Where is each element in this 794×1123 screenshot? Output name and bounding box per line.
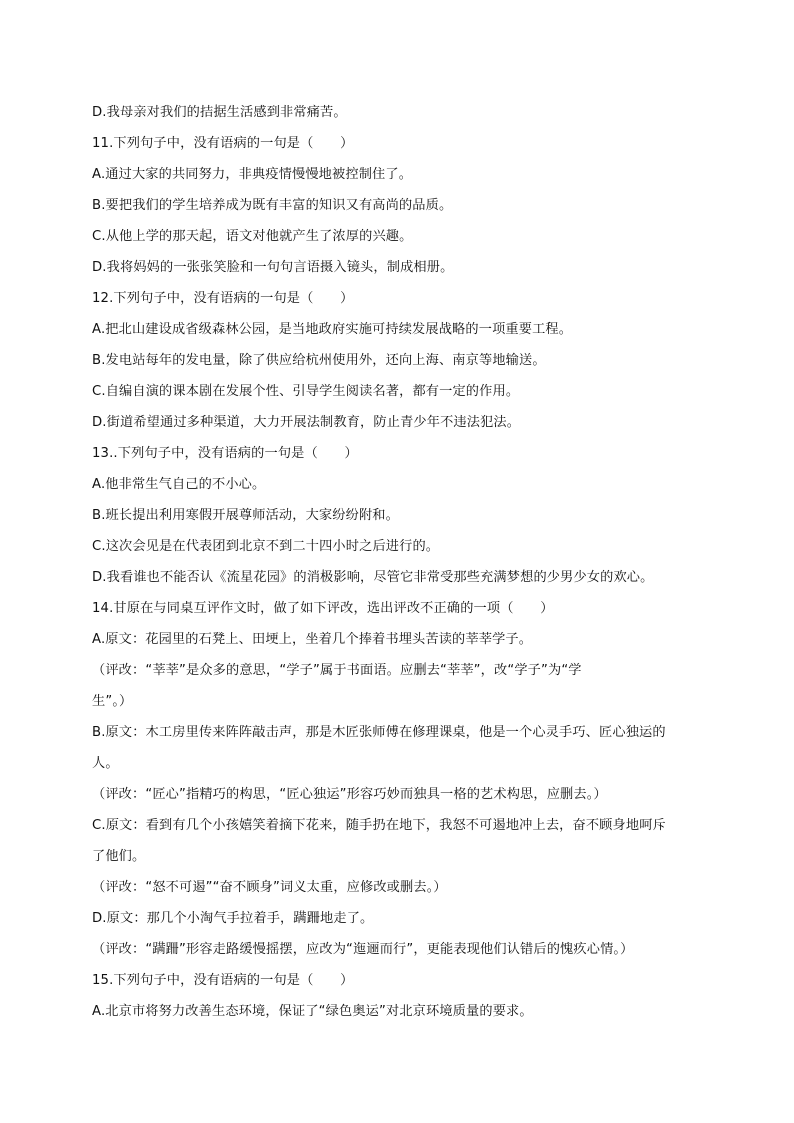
question-11-stem: 11.下列句子中，没有语病的一句是（ ）: [92, 136, 354, 151]
text-line: B.发电站每年的发电量，除了供应给杭州使用外，还向上海、南京等地输送。: [92, 353, 546, 368]
text-line: C.原文：看到有几个小孩嬉笑着摘下花来，随手扔在地下，我怒不可遏地冲上去，奋不顾身地呵斥: [92, 818, 666, 833]
document-body: [92, 97, 708, 1027]
text-line: D.街道希望通过多种渠道，大力开展法制教育，防止青少年不违法犯法。: [92, 415, 521, 430]
text-line: A.北京市将努力改善生态环境，保证了“绿色奥运”对北京环境质量的要求。: [92, 1004, 533, 1019]
question-12-stem: 12.下列句子中，没有语病的一句是（ ）: [92, 291, 354, 306]
text-line: （评改：“匠心”指精巧的构思，“匠心独运”形容巧妙而独具一格的艺术构思，应删去。）: [92, 787, 607, 802]
text-line: B.原文：木工房里传来阵阵敲击声，那是木匠张师傅在修理课桌，他是一个心灵手巧、匠心独运的: [92, 725, 666, 740]
question-14-stem: 14.甘原在与同桌互评作文时，做了如下评改，选出评改不正确的一项（ ）: [92, 601, 554, 616]
text-line: 了他们。: [92, 849, 146, 864]
text-line: C.自编自演的课本剧在发展个性、引导学生阅读名著，都有一定的作用。: [92, 384, 520, 399]
text-line: D.我母亲对我们的拮据生活感到非常痛苦。: [92, 105, 347, 120]
text-line: 人。: [92, 756, 119, 771]
text-line: D.我将妈妈的一张张笑脸和一句句言语摄入镜头，制成相册。: [92, 260, 454, 275]
text-line: B.班长提出利用寒假开展尊师活动，大家纷纷附和。: [92, 508, 399, 523]
text-line: 生”。）: [92, 694, 133, 709]
text-line: B.要把我们的学生培养成为既有丰富的知识又有高尚的品质。: [92, 198, 453, 213]
text-line: （评改：“莘莘”是众多的意思，“学子”属于书面语。应删去“莘莘”，改“学子”为“学: [92, 663, 582, 678]
text-line: （评改：“蹒跚”形容走路缓慢摇摆，应改为“迤逦而行”，更能表现他们认错后的愧疚心情。）: [92, 942, 634, 957]
question-15-stem: 15.下列句子中，没有语病的一句是（ ）: [92, 973, 354, 988]
text-line: A.通过大家的共同努力，非典疫情慢慢地被控制住了。: [92, 167, 413, 182]
text-line: A.他非常生气自己的不小心。: [92, 477, 266, 492]
text-line: D.原文：那几个小淘气手拉着手，蹒跚地走了。: [92, 911, 374, 926]
text-line: C.这次会见是在代表团到北京不到二十四小时之后进行的。: [92, 539, 440, 554]
text-line: C.从他上学的那天起，语文对他就产生了浓厚的兴趣。: [92, 229, 413, 244]
text-line: D.我看谁也不能否认《流星花园》的消极影响，尽管它非常受那些充满梦想的少男少女的欢心。: [92, 570, 654, 585]
question-13-stem: 13..下列句子中，没有语病的一句是（ ）: [92, 446, 358, 461]
text-line: A.原文：花园里的石凳上、田埂上，坐着几个捧着书埋头苦读的莘莘学子。: [92, 632, 533, 647]
text-line: （评改：“怒不可遏”“奋不顾身”词义太重，应修改或删去。）: [92, 880, 447, 895]
text-line: A.把北山建设成省级森林公园，是当地政府实施可持续发展战略的一项重要工程。: [92, 322, 573, 337]
